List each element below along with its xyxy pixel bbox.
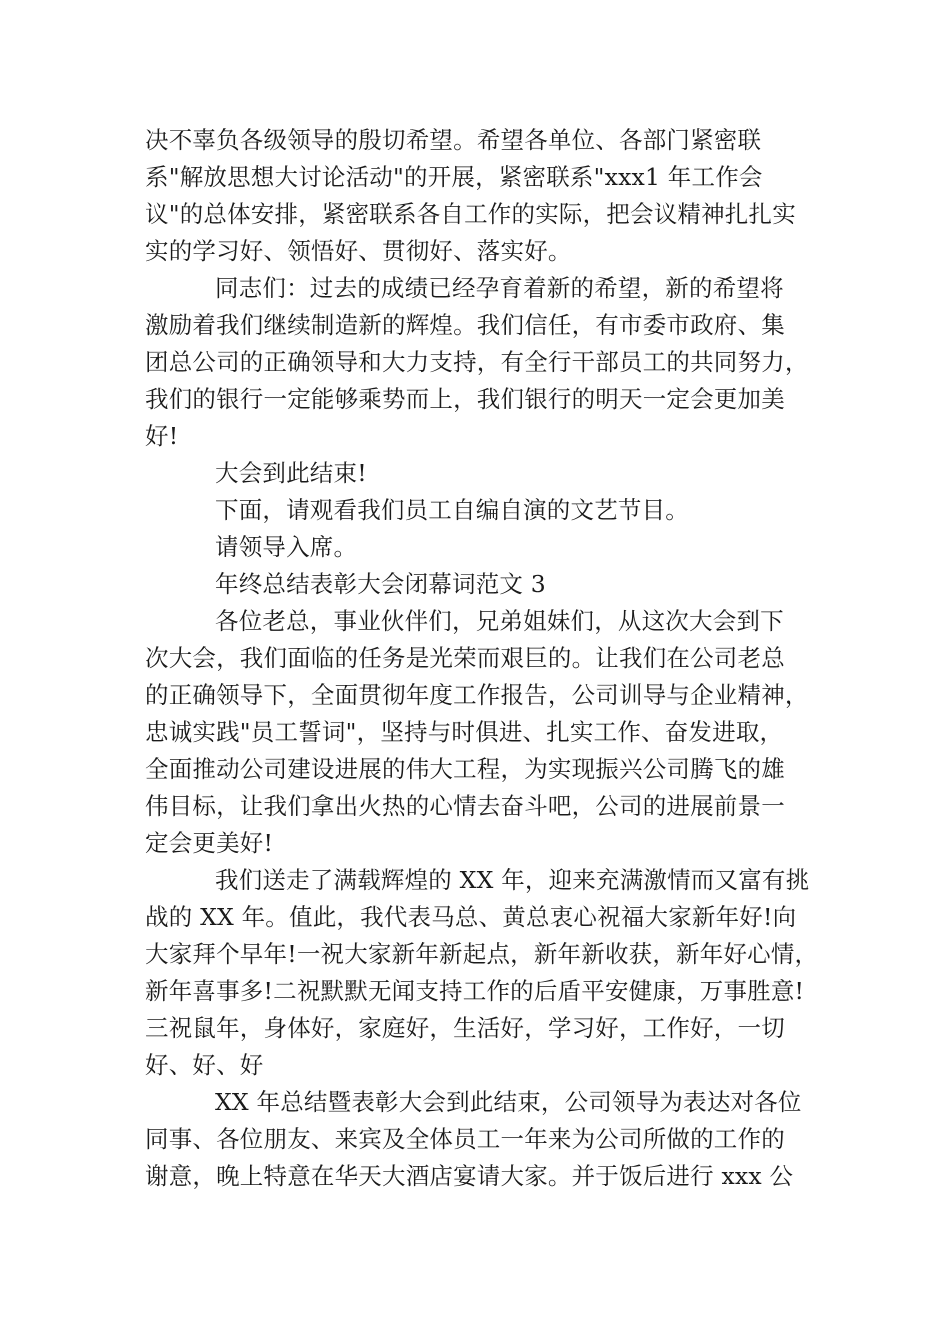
- text-line: 好、好、好: [145, 1051, 264, 1079]
- section-heading: 年终总结表彰大会闭幕词范文 3: [215, 570, 546, 598]
- text-line: 战的 XX 年。值此，我代表马总、黄总衷心祝福大家新年好!向: [145, 903, 797, 931]
- text-line: 新年喜事多!二祝默默无闻支持工作的后盾平安健康，万事胜意!: [145, 977, 805, 1005]
- text-line: 激励着我们继续制造新的辉煌。我们信任，有市委市政府、集: [145, 311, 785, 339]
- text-line: 大家拜个早年!一祝大家新年新起点，新年新收获，新年好心情，: [145, 940, 819, 968]
- text-line: 次大会，我们面临的任务是光荣而艰巨的。让我们在公司老总: [145, 644, 785, 672]
- text-line: 各位老总，事业伙伴们，兄弟姐妹们，从这次大会到下: [215, 607, 784, 635]
- text-line: 大会到此结束!: [215, 459, 367, 487]
- text-line: 我们送走了满载辉煌的 XX 年，迎来充满激情而又富有挑: [215, 866, 810, 894]
- text-line: 系"解放思想大讨论活动"的开展，紧密联系"xxx1 年工作会: [145, 163, 763, 191]
- text-line: 三祝鼠年，身体好，家庭好，生活好，学习好，工作好，一切: [145, 1014, 785, 1042]
- document-body: [145, 122, 825, 1195]
- text-line: 议"的总体安排，紧密联系各自工作的实际，把会议精神扎扎实: [145, 200, 796, 228]
- text-line: 我们的银行一定能够乘势而上，我们银行的明天一定会更加美: [145, 385, 785, 413]
- text-line: 下面，请观看我们员工自编自演的文艺节目。: [215, 496, 689, 524]
- text-line: 请领导入席。: [215, 533, 358, 561]
- text-line: 好!: [145, 422, 179, 450]
- text-line: 伟目标，让我们拿出火热的心情去奋斗吧，公司的进展前景一: [145, 792, 785, 820]
- text-line: 定会更美好!: [145, 829, 274, 857]
- text-line: 同志们：过去的成绩已经孕育着新的希望，新的希望将: [215, 274, 784, 302]
- text-line: 实的学习好、领悟好、贯彻好、落实好。: [145, 237, 572, 265]
- text-line: 决不辜负各级领导的殷切希望。希望各单位、各部门紧密联: [145, 126, 762, 154]
- text-line: 同事、各位朋友、来宾及全体员工一年来为公司所做的工作的: [145, 1125, 785, 1153]
- text-line: 的正确领导下，全面贯彻年度工作报告，公司训导与企业精神，: [145, 681, 809, 709]
- text-line: 全面推动公司建设进展的伟大工程，为实现振兴公司腾飞的雄: [145, 755, 785, 783]
- text-line: 谢意，晚上特意在华天大酒店宴请大家。并于饭后进行 xxx 公: [145, 1162, 794, 1190]
- text-line: 忠诚实践"员工誓词"，坚持与时俱进、扎实工作、奋发进取，: [145, 718, 784, 746]
- text-line: XX 年总结暨表彰大会到此结束，公司领导为表达对各位: [215, 1088, 802, 1116]
- text-line: 团总公司的正确领导和大力支持，有全行干部员工的共同努力，: [145, 348, 809, 376]
